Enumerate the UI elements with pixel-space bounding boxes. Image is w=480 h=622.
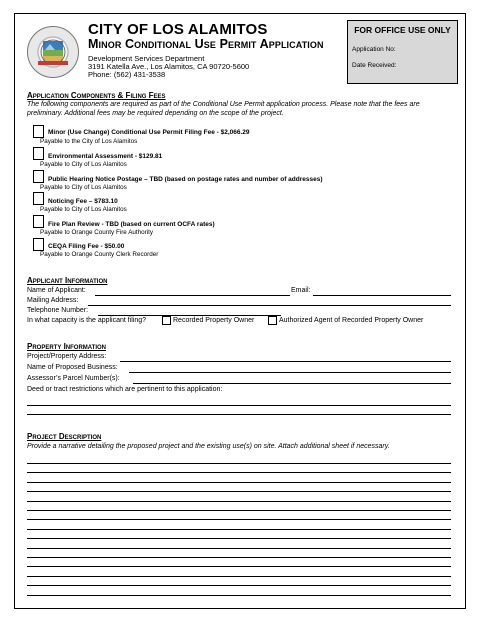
fee-checkbox-postage[interactable] — [33, 170, 44, 183]
project-description-line[interactable] — [27, 491, 451, 492]
parcel-number-label: Assessor’s Parcel Number(s): — [27, 375, 120, 382]
applicant-heading: Applicant Information — [27, 276, 108, 285]
components-intro: The following components are required as part of the Conditional Use Permit application process. Please note that the fees are preliminary. Additional fees may be required depending on the scope of the project. — [27, 101, 420, 117]
project-description-line[interactable] — [27, 519, 451, 520]
fee-noticing-payable: Payable to City of Los Alamitos — [40, 206, 127, 213]
fee-noticing-label: Noticing Fee – $783.10 — [48, 198, 118, 205]
department-phone: Phone: (562) 431-3538 — [88, 70, 166, 79]
project-description-line[interactable] — [27, 529, 451, 530]
mailing-address-label: Mailing Address: — [27, 297, 79, 304]
fee-cup-label: Minor (Use Change) Conditional Use Permit Filing Fee - $2,066.29 — [48, 129, 250, 136]
telephone-field[interactable] — [98, 315, 281, 316]
application-no-label: Application No: — [352, 46, 396, 53]
fee-environmental-label: Environmental Assessment - $129.81 — [48, 153, 163, 160]
deed-restrictions-line-1[interactable] — [27, 405, 451, 406]
fee-cup-payable: Payable to the City of Los Alamitos — [40, 138, 138, 145]
office-use-box — [347, 20, 458, 84]
agent-option-label: Authorized Agent of Recorded Property Owner — [279, 317, 424, 324]
fee-ceqa-payable: Payable to Orange County Clerk Recorder — [40, 251, 159, 258]
project-description-line[interactable] — [27, 595, 451, 596]
telephone-label: Telephone Number: — [27, 307, 89, 314]
deed-restrictions-line-2[interactable] — [27, 414, 451, 415]
business-name-field[interactable] — [129, 372, 451, 373]
applicant-email-field[interactable] — [313, 295, 451, 296]
project-description-line[interactable] — [27, 538, 451, 539]
project-description-line[interactable] — [27, 557, 451, 558]
project-description-line[interactable] — [27, 548, 451, 549]
fee-postage-payable: Payable to City of Los Alamitos — [40, 184, 127, 191]
project-description-line[interactable] — [27, 501, 451, 502]
department-address: 3191 Katella Ave., Los Alamitos, CA 90720-5600 — [88, 62, 250, 71]
agent-checkbox[interactable] — [268, 316, 277, 325]
property-address-field[interactable] — [120, 361, 451, 362]
fee-fire-payable: Payable to Orange County Fire Authority — [40, 229, 154, 236]
applicant-name-label: Name of Applicant: — [27, 287, 86, 294]
project-heading: Project Description — [27, 432, 102, 441]
property-heading: Property Information — [27, 342, 107, 351]
date-received-label: Date Received: — [352, 62, 397, 69]
project-description-line[interactable] — [27, 472, 451, 473]
components-heading: Application Components & Filing Fees — [27, 91, 166, 100]
fee-checkbox-fire[interactable] — [33, 215, 44, 228]
applicant-name-field[interactable] — [95, 295, 290, 296]
fee-checkbox-cup[interactable] — [33, 125, 44, 138]
fee-environmental-payable: Payable to City of Los Alamitos — [40, 161, 127, 168]
fee-ceqa-label: CEQA Filing Fee - $50.00 — [48, 243, 125, 250]
project-description-line[interactable] — [27, 482, 451, 483]
fee-checkbox-environmental[interactable] — [33, 147, 44, 160]
fee-checkbox-ceqa[interactable] — [33, 238, 44, 251]
mailing-address-field[interactable] — [88, 305, 451, 306]
city-name: CITY OF LOS ALAMITOS — [88, 21, 268, 38]
project-description-line[interactable] — [27, 463, 451, 464]
parcel-number-field[interactable] — [133, 383, 451, 384]
business-name-label: Name of Proposed Business: — [27, 364, 118, 371]
fee-checkbox-noticing[interactable] — [33, 192, 44, 205]
project-description-line[interactable] — [27, 585, 451, 586]
owner-checkbox[interactable] — [162, 316, 171, 325]
form-title: Minor Conditional Use Permit Application — [88, 37, 324, 51]
department-name: Development Services Department — [88, 54, 205, 63]
project-instructions: Provide a narrative detailing the proposed project and the existing use(s) on site. Attach additional sheet if necessary. — [27, 443, 390, 450]
deed-restrictions-label: Deed or tract restrictions which are pertinent to this application: — [27, 386, 223, 393]
project-description-line[interactable] — [27, 566, 451, 567]
owner-option-label: Recorded Property Owner — [173, 317, 255, 324]
project-description-line[interactable] — [27, 510, 451, 511]
project-description-line[interactable] — [27, 576, 451, 577]
city-seal-logo — [27, 26, 79, 78]
applicant-email-label: Email: — [291, 287, 311, 294]
office-use-title: FOR OFFICE USE ONLY — [354, 25, 451, 35]
property-address-label: Project/Property Address: — [27, 353, 107, 360]
fee-fire-label: Fire Plan Review - TBD (based on current OCFA rates) — [48, 221, 215, 228]
fee-postage-label: Public Hearing Notice Postage – TBD (based on postage rates and number of addresses) — [48, 176, 323, 183]
capacity-question: In what capacity is the applicant filing? — [27, 317, 147, 324]
